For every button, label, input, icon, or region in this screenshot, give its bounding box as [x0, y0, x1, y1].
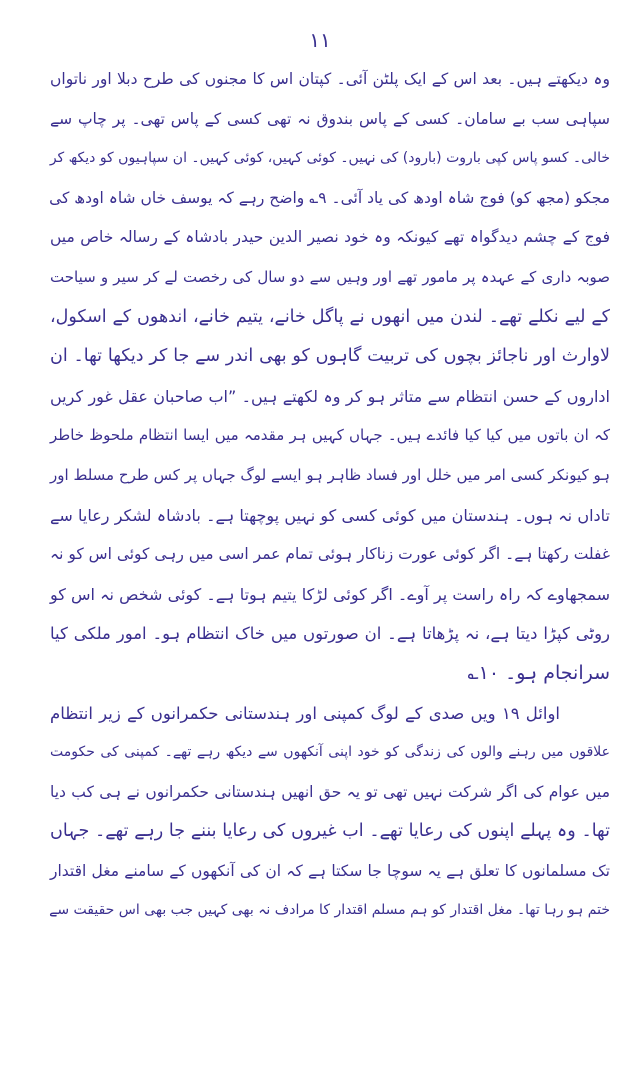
text-line: لاوارث اور ناجائز بچوں کی تربیت گاہوں کو بھی اندر سے جا کر دیکھا تھا۔ ان [50, 346, 610, 367]
text-line: غفلت رکھتا ہے۔ اگر کوئی عورت زناکار ہوئی تمام عمر اسی میں رہی کوئی اس کو نہ [50, 545, 610, 564]
text-line: سپاہی سب بے سامان۔ کسی کے پاس بندوق نہ تھی کسی کے پاس تھی۔ پر چاپ سے [50, 109, 610, 128]
text-line: سرانجام ہو۔ ۱۰؎ [467, 661, 610, 684]
text-line: مجکو (مجھ کو) فوج شاہ اودھ کی یاد آئی۔ ۹؎ واضح رہے کہ یوسف خاں شاہ اودھ کی [49, 188, 610, 207]
text-line: اداروں کے حسن انتظام سے متاثر ہو کر وہ لکھتے ہیں۔ ”اب صاحبان عقل غور کریں [50, 386, 610, 406]
text-line: فوج کے چشم دیدگواہ تھے کیونکہ وہ خود نصیر الدین حیدر بادشاہ کے رسالہ خاص میں [50, 228, 610, 247]
paragraph-start-line: اوائل ۱۹ ویں صدی کے لوگ کمپنی اور ہندستانی حکمرانوں کے زیر انتظام [50, 703, 560, 723]
page-number: ۱۱ [309, 28, 331, 52]
text-line: ختم ہو رہا تھا۔ مغل اقتدار کو ہم مسلم اقتدار کا مرادف نہ بھی کہیں جب بھی اس حقیقت سے [49, 902, 610, 919]
text-line: علاقوں میں رہنے والوں کی زندگی کو خود اپنی آنکھوں سے دیکھ رہے تھے۔ کمپنی کی حکومت [50, 744, 610, 761]
text-line: خالی۔ کسو پاس کپی باروت (بارود) کی نہیں۔ کوئی کہیں، کوئی کہیں۔ ان سپاہیوں کو دیکھ کر [49, 150, 610, 167]
text-line: کہ ان باتوں میں کیا کیا فائدے ہیں۔ جہاں کہیں ہر مقدمہ میں ایسا انتظام ملحوظ خاطر [50, 426, 610, 445]
text-line: صوبہ داری کے عہدہ پر مامور تھے اور وہیں سے دو سال کی رخصت لے کر سیر و سیاحت [50, 267, 610, 286]
text-line: تھا۔ وہ پہلے اپنوں کی رعایا تھے۔ اب غیروں کی رعایا بننے جا رہے تھے۔ جہاں [50, 821, 610, 842]
text-line: ہو کیونکر کسی امر میں خلل اور فساد ظاہر ہو ایسے لوگ جہاں پر کس طرح مسلط اور [50, 465, 610, 484]
text-line: سمجھاوے کہ راہ راست پر آوے۔ اگر کوئی لڑکا یتیم ہوتا ہے۔ کوئی شخص نہ اس کو [50, 584, 610, 604]
text-body [50, 60, 610, 931]
text-line: وہ دیکھتے ہیں۔ بعد اس کے ایک پلٹن آئی۔ کپتان اس کا مجنوں کی طرح دبلا اور ناتواں [50, 70, 610, 88]
text-line: کے لیے نکلے تھے۔ لندن میں انھوں نے پاگل خانے، یتیم خانے، اندھوں کے اسکول، [50, 306, 610, 327]
text-line: روٹی کپڑا دیتا ہے، نہ پڑھاتا ہے۔ ان صورتوں میں خاک انتظام ہو۔ امور ملکی کیا [50, 624, 610, 644]
text-line: تاداں نہ ہوں۔ ہندستان میں کوئی کسی کو نہیں پوچھتا ہے۔ بادشاہ لشکر رعایا سے [50, 505, 610, 525]
text-line: تک مسلمانوں کا تعلق ہے یہ سوچا جا سکتا ہے کہ ان کی آنکھوں کے سامنے مغل اقتدار [50, 861, 610, 880]
text-line: میں عوام کی اگر شرکت نہیں تھی تو یہ حق انھیں ہندستانی حکمرانوں نے ہی کب دیا [50, 782, 610, 801]
